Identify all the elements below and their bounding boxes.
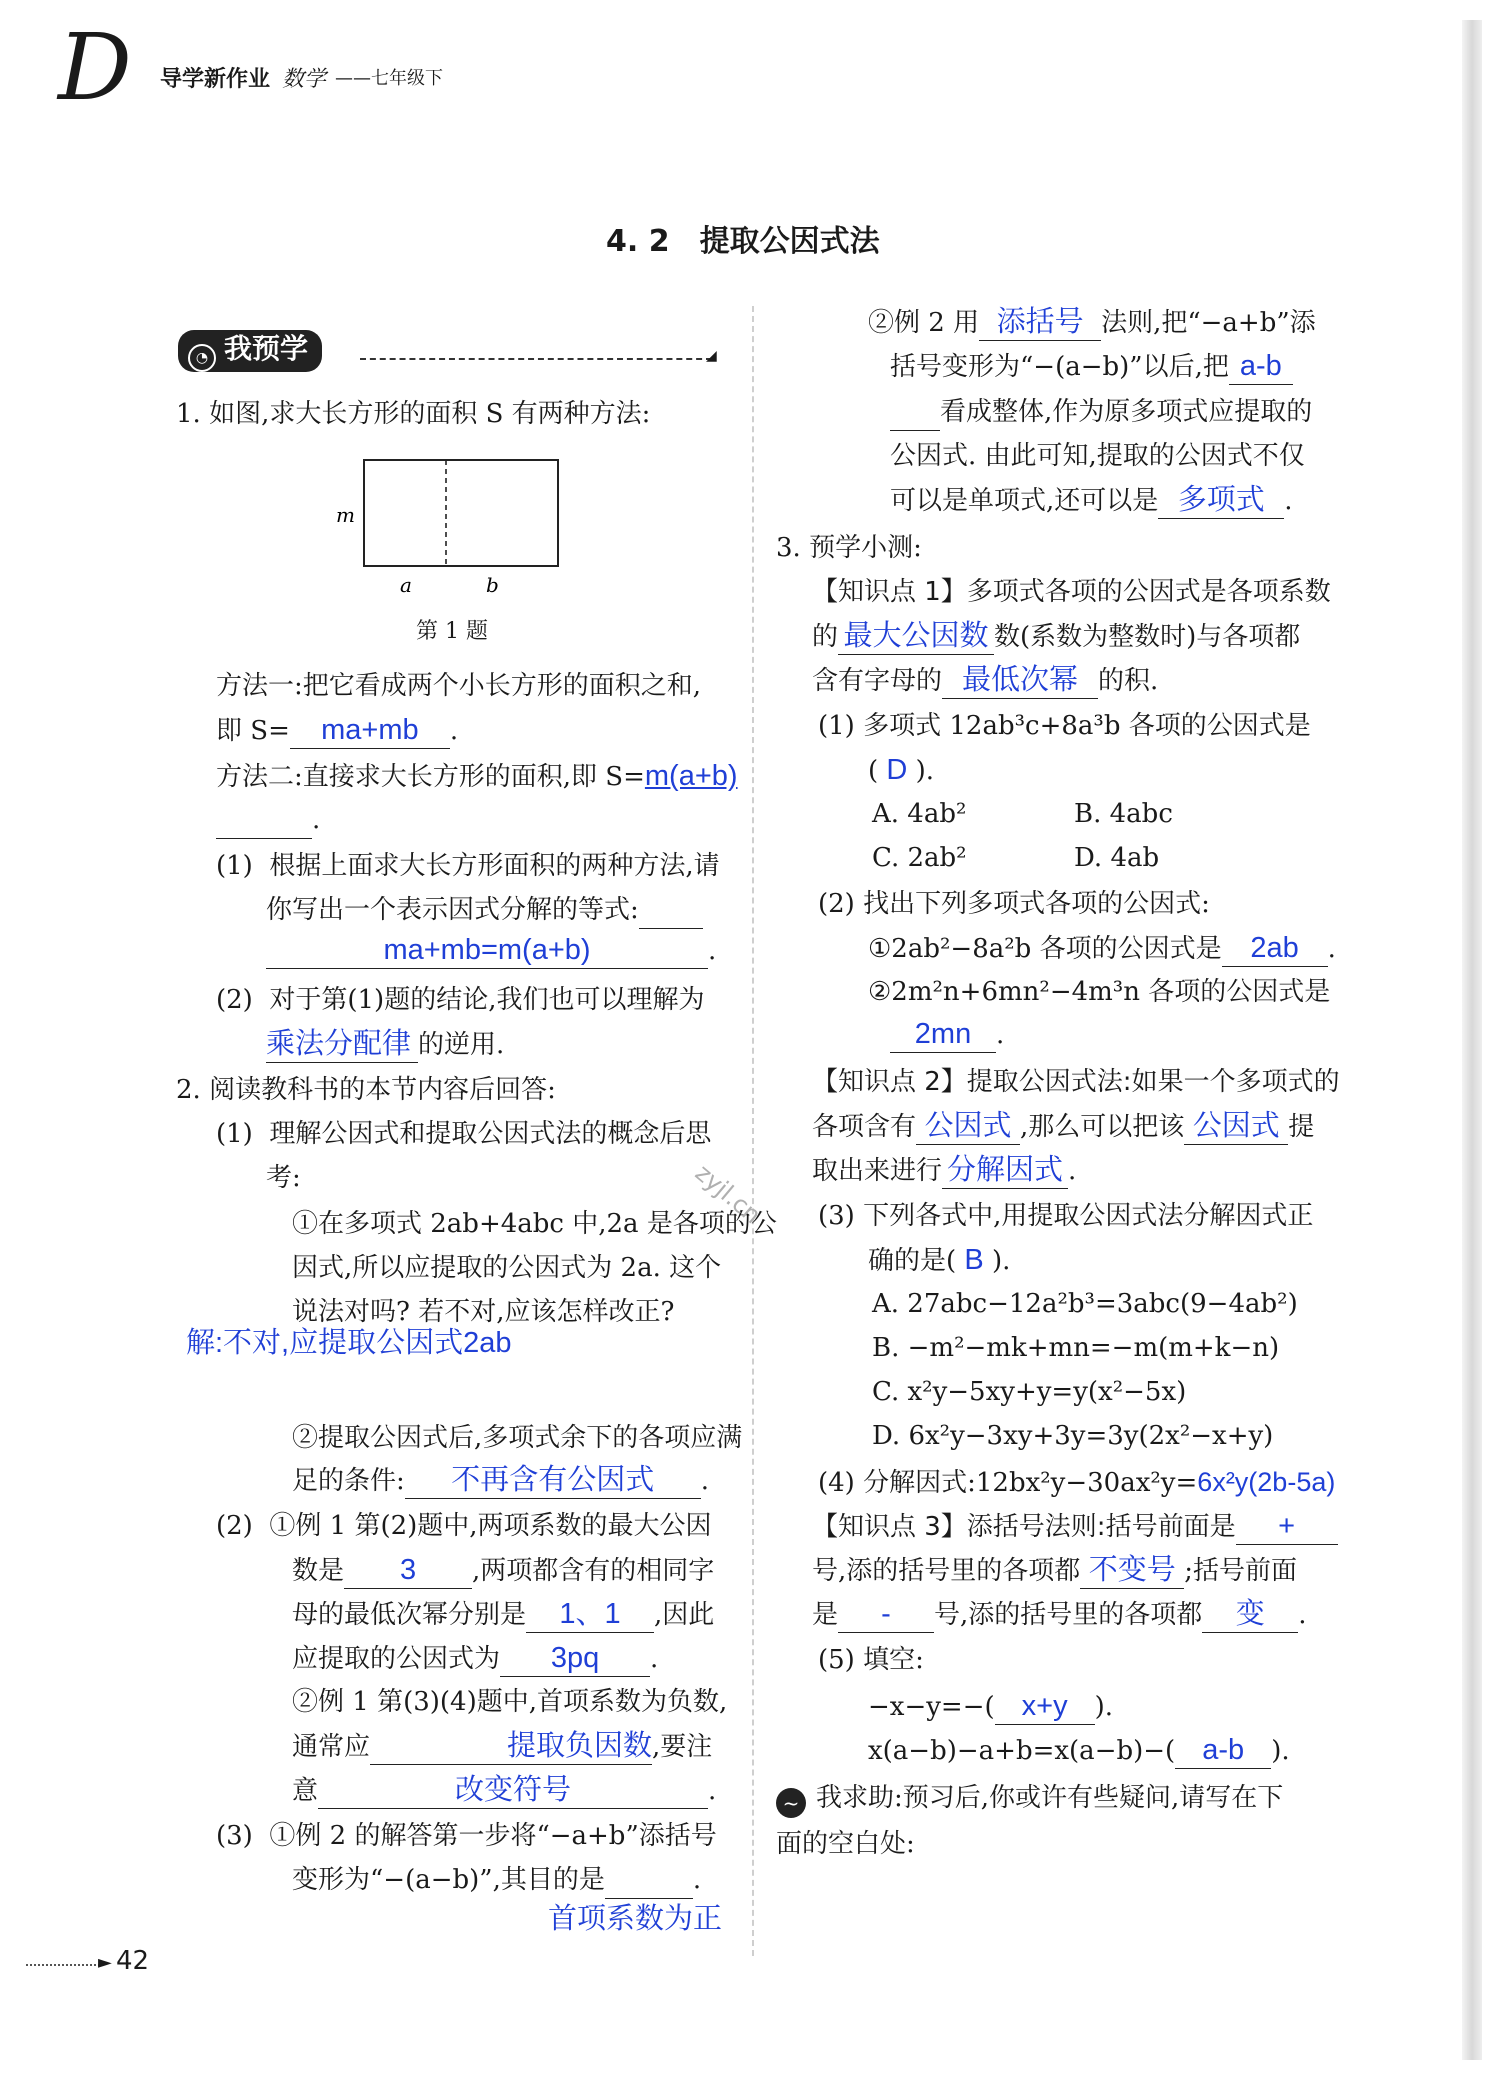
- s4-line1: (4) 分解因式:12bx²y−30ax²y=6x²y(2b-5a): [818, 1467, 1336, 1498]
- q2-b1-line3: 母的最低次幂分别是 1、1 ,因此: [292, 1596, 714, 1633]
- s1-answer-line: ( D ).: [868, 754, 935, 786]
- k3-line3: 是 - 号,添的括号里的各项都 变 .: [812, 1596, 1307, 1633]
- label-b: b: [486, 573, 499, 597]
- q1-part2: (2) 对于第(1)题的结论,我们也可以理解为: [216, 985, 705, 1015]
- s3-option-a[interactable]: A. 27abc−12a²b³=3abc(9−4ab²): [872, 1289, 1298, 1319]
- k1-line3: 含有字母的 最低次幂 的积.: [812, 662, 1158, 699]
- s2-line1: (2) 找出下列多项式各项的公因式:: [818, 889, 1210, 919]
- answer-k1-lowest-power[interactable]: 最低次幂: [942, 662, 1098, 699]
- q1-method2-blank: .: [216, 802, 320, 839]
- book-title: 导学新作业: [160, 67, 271, 92]
- grade-label: ——七年级下: [335, 68, 443, 89]
- answer-s3[interactable]: B: [964, 1244, 984, 1276]
- q1-method2: 方法二:直接求大长方形的面积,即 S=m(a+b): [216, 760, 738, 792]
- s3-option-d[interactable]: D. 6x²y−3xy+3y=3y(2x²−x+y): [872, 1421, 1274, 1451]
- s3-option-b[interactable]: B. −m²−mk+mn=−m(m+k−n): [872, 1333, 1280, 1363]
- q1-method1-line2: 即 S= ma+mb .: [216, 712, 458, 749]
- page-number: 42: [116, 1946, 150, 1976]
- answer-k1-gcd[interactable]: 最大公因数: [838, 618, 994, 655]
- column-divider: [752, 306, 755, 1956]
- q2-b2-line1: ②例 1 第(3)(4)题中,首项系数为负数,: [292, 1687, 728, 1717]
- q2-stem: 2. 阅读教科书的本节内容后回答:: [176, 1075, 556, 1105]
- s3-line2: 确的是( B ).: [868, 1244, 1011, 1276]
- answer-k2-cf2[interactable]: 公因式: [1184, 1108, 1288, 1145]
- s1-option-b[interactable]: B. 4abc: [1074, 799, 1173, 829]
- watermark: zyjl.cn: [689, 1158, 767, 1230]
- q3-stem: 3. 预学小测:: [776, 533, 922, 563]
- answer-distributive-law[interactable]: 乘法分配律: [266, 1026, 418, 1063]
- q1-part1-answer-line: ma+mb=m(a+b) .: [266, 932, 716, 969]
- q2-b2-line3: 意 改变符号 .: [292, 1772, 716, 1809]
- k3-line2: 号,添的括号里的各项都 不变号 ;括号前面: [812, 1552, 1297, 1589]
- label-m: m: [336, 503, 355, 527]
- s1-option-c[interactable]: C. 2ab²: [872, 843, 967, 873]
- answer-s5-b[interactable]: a-b: [1175, 1732, 1271, 1769]
- answer-s2-b[interactable]: 2mn: [890, 1016, 996, 1053]
- q2-b2-line2: 通常应 提取负因数,要注: [292, 1728, 712, 1765]
- s2-a: ①2ab²−8a²b 各项的公因式是 2ab .: [868, 930, 1336, 967]
- q1-figure: [330, 452, 580, 602]
- answer-k3-change[interactable]: 变: [1202, 1596, 1298, 1633]
- c2-line3: 看成整体,作为原多项式应提取的: [890, 394, 1312, 431]
- section-rule: [360, 358, 712, 360]
- answer-m1[interactable]: ma+mb: [290, 712, 450, 749]
- c2-line4: 公因式. 由此可知,提取的公因式不仅: [890, 441, 1305, 471]
- k3-line1: 【知识点 3】添括号法则:括号前面是 +: [812, 1508, 1338, 1545]
- answer-s4[interactable]: 6x²y(2b-5a): [1197, 1467, 1336, 1497]
- q2-c1-line2: 变形为“−(a−b)”,其目的是 .: [292, 1862, 701, 1899]
- section-icon: ◔: [188, 344, 216, 372]
- answer-s1[interactable]: D: [886, 754, 908, 786]
- answer-k3-unchanged[interactable]: 不变号: [1080, 1552, 1184, 1589]
- rule-end-arrow: ◢: [706, 348, 717, 364]
- answer-c2-rule[interactable]: 添括号: [979, 304, 1101, 341]
- figure-caption: 第 1 题: [416, 619, 488, 644]
- q1-part1-line2: 你写出一个表示因式分解的等式:: [266, 892, 703, 929]
- q2-a1-line2: 因式,所以应提取的公因式为 2a. 这个: [292, 1253, 722, 1283]
- help-line1: ~ 我求助:预习后,你或许有些疑问,请写在下: [776, 1780, 1283, 1818]
- s2-b: ②2m²n+6mn²−4m³n 各项的公因式是: [868, 977, 1331, 1007]
- subject-label: 数学: [282, 67, 327, 92]
- page-number-rule: [26, 1964, 100, 1966]
- q1-method1: 方法一:把它看成两个小长方形的面积之和,: [216, 671, 702, 701]
- q2-part1: (1) 理解公因式和提取公因式法的概念后思: [216, 1119, 712, 1149]
- answer-factor-equation[interactable]: ma+mb=m(a+b): [266, 932, 708, 969]
- q2-a1-line3: 说法对吗? 若不对,应该怎样改正?: [292, 1297, 675, 1327]
- c2-line5: 可以是单项式,还可以是 多项式 .: [890, 482, 1293, 519]
- s5-b: x(a−b)−a+b=x(a−b)−( a-b ).: [868, 1732, 1290, 1769]
- s3-option-c[interactable]: C. x²y−5xy+y=y(x²−5x): [872, 1377, 1187, 1407]
- answer-k3-plus[interactable]: +: [1236, 1508, 1338, 1545]
- q2-a2-line1: ②提取公因式后,多项式余下的各项应满: [292, 1423, 743, 1453]
- c2-line2: 括号变形为“−(a−b)”以后,把 a-b: [890, 348, 1293, 385]
- s3-line1: (3) 下列各式中,用提取公因式法分解因式正: [818, 1201, 1314, 1231]
- k1-line2: 的 最大公因数 数(系数为整数时)与各项都: [812, 618, 1300, 655]
- answer-s5-a[interactable]: x+y: [995, 1688, 1095, 1725]
- answer-b2-sign[interactable]: 改变符号: [318, 1772, 708, 1809]
- q2-part3: (3) ①例 2 的解答第一步将“−a+b”添括号: [216, 1821, 717, 1851]
- answer-k2-cf1[interactable]: 公因式: [916, 1108, 1020, 1145]
- answer-b1-powers[interactable]: 1、1: [526, 1596, 654, 1633]
- k2-line3: 取出来进行 分解因式 .: [812, 1152, 1076, 1189]
- q2-part1-line2: 考:: [266, 1163, 301, 1193]
- q2-part2: (2) ①例 1 第(2)题中,两项系数的最大公因: [216, 1511, 712, 1541]
- book-spine-edge: [1462, 20, 1482, 2060]
- answer-c1[interactable]: 首项系数为正: [548, 1903, 723, 1935]
- k1-line1: 【知识点 1】多项式各项的公因式是各项系数: [812, 577, 1331, 607]
- q1-stem: 1. 如图,求大长方形的面积 S 有两种方法:: [176, 399, 651, 429]
- answer-a1[interactable]: 解:不对,应提取公因式2ab: [186, 1327, 512, 1359]
- s1-option-d[interactable]: D. 4ab: [1074, 843, 1160, 873]
- big-rectangle: [364, 460, 558, 566]
- s1-option-a[interactable]: A. 4ab²: [872, 799, 967, 829]
- c2-line1: ②例 2 用 添括号 法则,把“−a+b”添: [868, 304, 1316, 341]
- s5-line1: (5) 填空:: [818, 1645, 924, 1675]
- answer-m2[interactable]: m(a+b): [644, 760, 738, 792]
- k2-line1: 【知识点 2】提取公因式法:如果一个多项式的: [812, 1067, 1340, 1097]
- answer-k3-minus[interactable]: -: [838, 1596, 934, 1633]
- s1-line1: (1) 多项式 12ab³c+8a³b 各项的公因式是: [818, 711, 1311, 741]
- s5-a: −x−y=−( x+y ).: [868, 1688, 1113, 1725]
- q1-part1: (1) 根据上面求大长方形面积的两种方法,请: [216, 851, 720, 881]
- page-title: 4. 2 提取公因式法: [606, 224, 880, 259]
- help-line2: 面的空白处:: [776, 1829, 915, 1859]
- q2-a1-line1: ①在多项式 2ab+4abc 中,2a 是各项的公: [292, 1209, 777, 1239]
- answer-c2-polynomial[interactable]: 多项式: [1158, 482, 1284, 519]
- q2-b1-line2: 数是 3 ,两项都含有的相同字: [292, 1552, 714, 1589]
- answer-s2-a[interactable]: 2ab: [1222, 930, 1328, 967]
- section-badge: ◔ 我预学: [178, 330, 322, 372]
- answer-a2[interactable]: 不再含有公因式: [405, 1462, 701, 1499]
- label-a: a: [400, 573, 412, 597]
- q2-b1-line4: 应提取的公因式为 3pq .: [292, 1640, 658, 1677]
- s2-b-answer-line: 2mn .: [890, 1016, 1004, 1053]
- k2-line2: 各项含有 公因式 ,那么可以把该 公因式 提: [812, 1108, 1314, 1145]
- logo-letter: D: [58, 14, 132, 121]
- answer-b2-negative[interactable]: 提取负因数: [370, 1728, 652, 1765]
- q1-part2-line2: 乘法分配律 的逆用.: [266, 1026, 504, 1063]
- q2-a2-line2: 足的条件: 不再含有公因式 .: [292, 1462, 709, 1499]
- page-number-arrow: ►: [98, 1952, 112, 1973]
- help-icon: ~: [776, 1788, 806, 1818]
- answer-b1-factor[interactable]: 3pq: [500, 1640, 650, 1677]
- answer-b1-gcd[interactable]: 3: [344, 1552, 472, 1589]
- answer-c2-whole[interactable]: a-b: [1229, 348, 1293, 385]
- answer-k2-factor[interactable]: 分解因式: [942, 1152, 1068, 1189]
